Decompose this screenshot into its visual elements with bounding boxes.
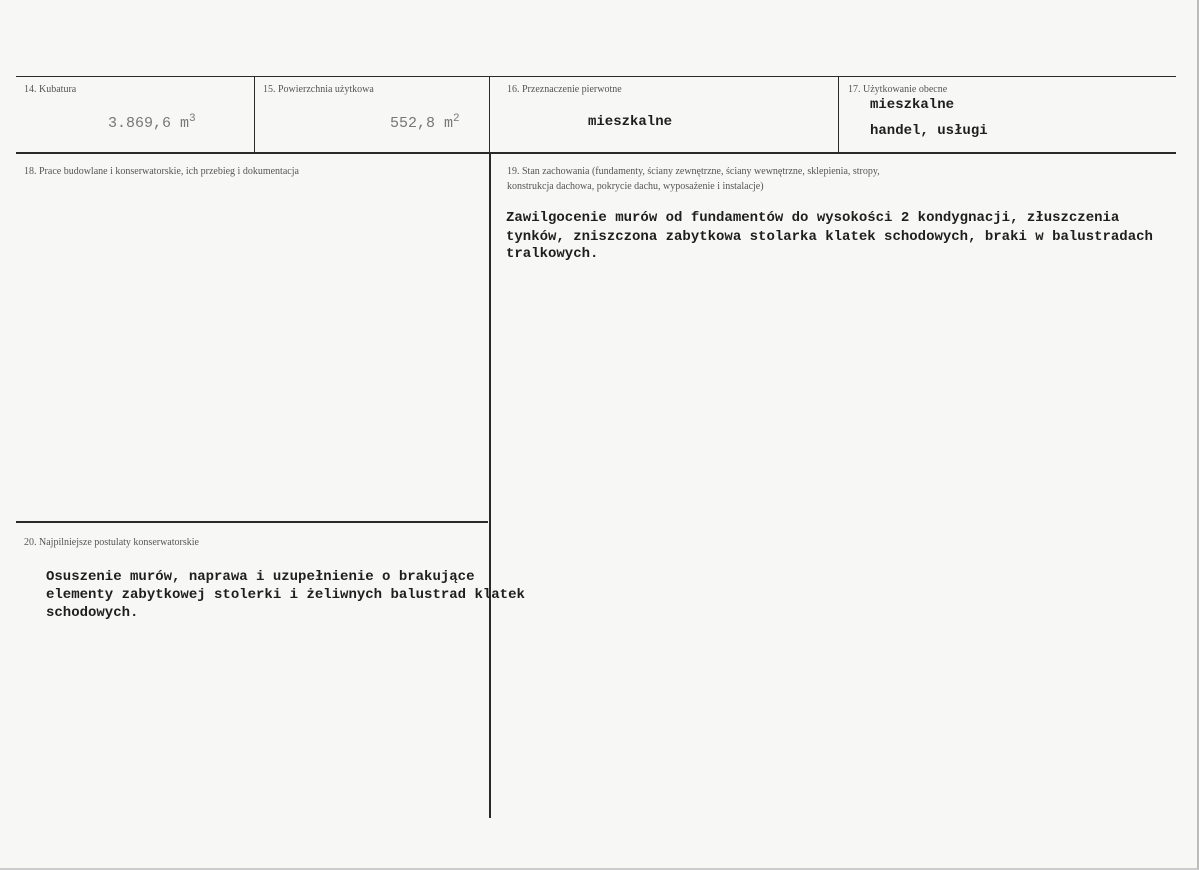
main-vertical-divider bbox=[489, 154, 491, 818]
uzytkowanie-value-1: mieszkalne bbox=[870, 97, 955, 113]
powierzchnia-label: 15. Powierzchnia użytkowa bbox=[263, 84, 374, 95]
kubatura-label: 14. Kubatura bbox=[24, 84, 77, 95]
uzytkowanie-value-2: handel, usługi bbox=[870, 123, 988, 139]
powierzchnia-exponent: 2 bbox=[453, 113, 460, 125]
section-18-20-rule bbox=[16, 521, 488, 523]
prace-label: 18. Prace budowlane i konserwatorskie, ich przebieg i dokumentacja bbox=[24, 166, 299, 177]
powierzchnia-value bbox=[390, 113, 460, 132]
przeznaczenie-value: mieszkalne bbox=[588, 114, 673, 130]
kubatura-exponent: 3 bbox=[189, 113, 196, 125]
postulaty-label: 20. Najpilniejsze postulaty konserwatorskie bbox=[24, 537, 199, 548]
uzytkowanie-label: 17. Użytkowanie obecne bbox=[848, 84, 948, 95]
postulaty-text-2: elementy zabytkowej stolerki i żeliwnych balustrad klatek bbox=[46, 587, 525, 603]
divider-14-15 bbox=[254, 77, 255, 152]
postulaty-text-3: schodowych. bbox=[46, 605, 139, 621]
stan-text-1: Zawilgocenie murów od fundamentów do wysokości 2 kondygnacji, złuszczenia bbox=[506, 210, 1120, 226]
powierzchnia-number: 552,8 m bbox=[390, 115, 454, 132]
row1-bottom-rule bbox=[16, 152, 1176, 154]
stan-label-1: 19. Stan zachowania (fundamenty, ściany zewnętrzne, ściany wewnętrzne, sklepienia, stropy, bbox=[507, 166, 880, 177]
divider-16-17 bbox=[838, 77, 839, 152]
stan-label-2: konstrukcja dachowa, pokrycie dachu, wyposażenie i instalacje) bbox=[507, 181, 764, 192]
postulaty-text-1: Osuszenie murów, naprawa i uzupełnienie o brakujące bbox=[46, 569, 475, 585]
divider-15-16 bbox=[489, 77, 490, 152]
przeznaczenie-label: 16. Przeznaczenie pierwotne bbox=[507, 84, 622, 95]
stan-text-2: tynków, zniszczona zabytkowa stolarka klatek schodowych, braki w balustradach bbox=[506, 229, 1153, 245]
kubatura-value bbox=[108, 113, 196, 132]
stan-text-3: tralkowych. bbox=[506, 246, 599, 262]
top-rule bbox=[16, 76, 1176, 77]
kubatura-number: 3.869,6 m bbox=[108, 115, 190, 132]
